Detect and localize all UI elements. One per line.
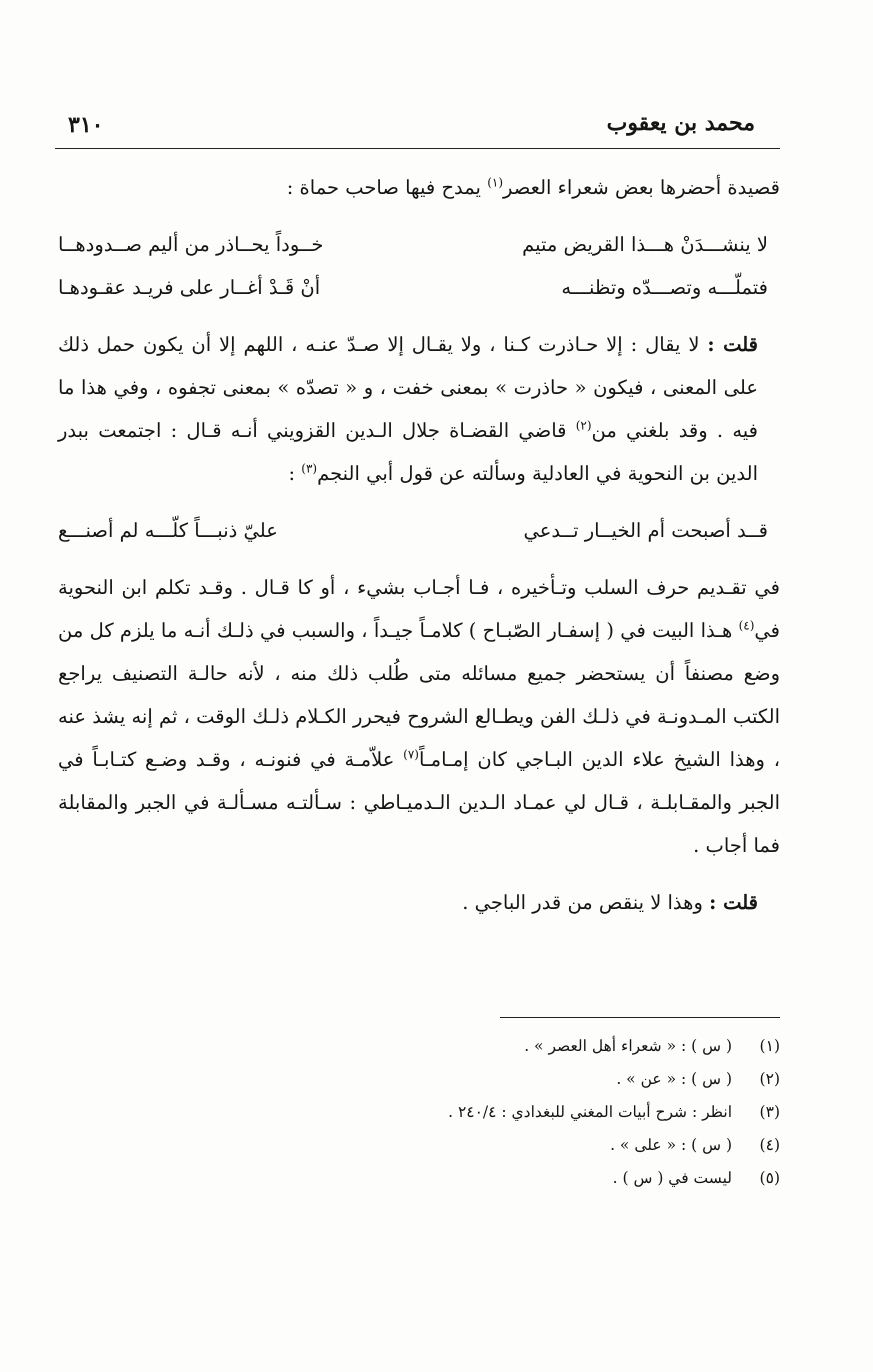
footnotes — [300, 1030, 780, 1195]
paragraph-3: قلت : وهذا لا ينقص من قدر الباجي . — [462, 891, 758, 914]
hemistich: فتملّـــه وتصـــدّه وتظنـــه — [561, 276, 768, 299]
poem-2 — [58, 509, 780, 552]
footnote-text: ( س ) : « على » . — [610, 1136, 732, 1154]
page-header — [58, 108, 755, 144]
footnote — [300, 1129, 780, 1162]
main-text — [58, 166, 780, 924]
hemistich: عليّ ذنبـــاً كلّـــه لم أصنـــع — [58, 519, 278, 542]
footnote-ref: (٤) — [738, 618, 755, 633]
footnote — [300, 1162, 780, 1195]
intro-paragraph: قصيدة أحضرها بعض شعراء العصر$^{(١)}$ يمدح فيها صاحب حماة : — [286, 175, 780, 199]
hemistich: أنْ قَـدْ أغــار على فريـد عقـودهـا — [58, 276, 321, 299]
footnote — [300, 1030, 780, 1063]
hemistich: قــد أصبحت أم الخيــار تــدعي — [523, 519, 768, 542]
footnote — [300, 1063, 780, 1096]
running-title: محمد بن يعقوب — [606, 110, 755, 136]
header-rule — [55, 148, 780, 149]
footnote-text: ( س ) : « عن » . — [616, 1070, 732, 1088]
footnote-number: (١) — [759, 1037, 780, 1055]
verse-line-2 — [58, 266, 780, 309]
paragraph-2: في تقـديم حرف السلب وتـأخيره ، فـا أجـاب بشيء ، أو كا قـال . وقـد تكلم ابن النحوية في$^{(٤)}$ هـذا البيت في ( إسفـار الصّبـاح ) كلامـاً جيـداً ، والسبب في ذلـك أنـه ما يلزم كل من وضع مصنفاً أن يستحضر جميع مسائله متى طُلب ذلك منه ، لأنه حالـة التصنيف يراجع الكتب المـدونـة في ذلـك الفن ويطـالع الشروح فيحرر الكـلام ذلـك الوقت ، ثم إنه يشذ عنه ، وهذا الشيخ علاء الدين البـاجي كان إمـامـاً$^{(٧)}$ علاّمـة في فنونـه ، وقـد وضـع كتـابـاً في الجبر والمقـابلـة ، قـال لي عمـاد الـدين الـدميـاطي : سـألتـه مسـألـة في الجبر والمقابلة فما أجاب . — [58, 576, 781, 857]
hemistich: لا ينشـــدَنْ هـــذا القريض متيم — [522, 233, 768, 256]
page-number: ٣١٠ — [68, 112, 104, 138]
paragraph-1: قلت : لا يقال : إلا حـاذرت كـنا ، ولا يقـال إلا صـدّ عنـه ، اللهم إلا أن يكون حمل ذلك على المعنى ، فيكون « حاذرت » بمعنى خفت ، و « تصدّه » بمعنى تجفوه ، وفي هذا ما فيه . وقد بلغني من$^{(٢)}$ قاضي القضـاة جلال الـدين القزويني أنـه قـال : اجتمعت ببدر الدين بن النحوية في العادلية وسألته عن قول أبي النجم$^{(٣)}$ : — [58, 333, 758, 485]
qult-label: قلت : — [707, 333, 758, 356]
footnote-text: انظر : شرح أبيات المغني للبغدادي : ٢٤٠/٤ . — [448, 1103, 732, 1121]
footnote-ref: (٣) — [301, 461, 318, 476]
verse-line — [58, 509, 780, 552]
qult-label: قلت : — [709, 891, 758, 914]
footnote-text: ليست في ( س ) . — [612, 1169, 732, 1187]
footnote-ref: (٢) — [575, 418, 592, 433]
hemistich: خــوداً يحــاذر من أليم صــدودهــا — [58, 233, 324, 256]
footnote-rule — [500, 1017, 780, 1018]
footnote-text: ( س ) : « شعراء أهل العصر » . — [524, 1037, 732, 1055]
footnote-number: (٤) — [759, 1136, 780, 1154]
footnote-number: (٥) — [759, 1169, 780, 1187]
footnote — [300, 1096, 780, 1129]
poem-1 — [58, 223, 780, 309]
footnote-number: (٢) — [759, 1070, 780, 1088]
footnote-ref: (١) — [487, 175, 504, 190]
footnote-number: (٣) — [759, 1103, 780, 1121]
footnote-ref: (٧) — [403, 747, 419, 762]
verse-line-1 — [58, 223, 780, 266]
